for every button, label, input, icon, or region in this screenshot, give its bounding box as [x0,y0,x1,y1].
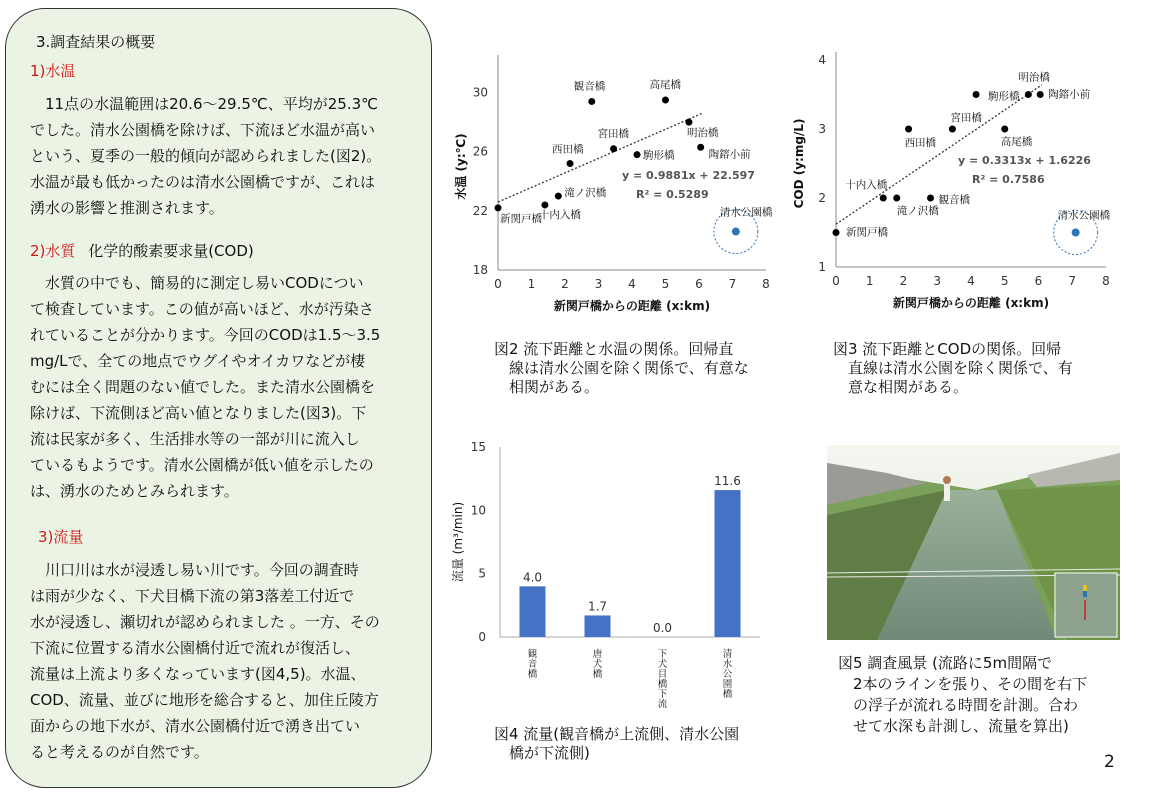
point-label: 滝ノ沢橋 [564,187,607,200]
water-quality-line: は、湧水のためとみられます。 [30,482,239,500]
caption-line: 橋が下流側) [509,744,590,762]
flow-line: 面からの地下水が、清水公園橋付近で湧き出てい [30,717,361,735]
category-label-char: 公 [722,669,733,680]
y-tick-label: 2 [818,191,826,205]
data-point [893,195,900,202]
x-tick-label: 2 [899,274,908,288]
flow-title: 3)流量 [38,528,84,546]
flow-line: ると考えるのが自然です。 [30,743,209,761]
point-label: 明治橋 [1018,71,1050,84]
y-axis-title: COD (y:mg/L) [792,118,806,209]
water-quality-line: 除けば、下流側ほど高い値となりました(図3)。下 [30,404,367,422]
category-label-char: 下 [657,689,668,700]
y-tick-label: 15 [470,440,486,454]
data-point [685,119,692,126]
water-temp-chart [430,48,790,333]
caption-line: 図2 流下距離と水温の関係。回帰直 [494,340,734,358]
bar [585,615,611,637]
point-label: 滝ノ沢橋 [896,205,939,217]
data-point [1072,229,1080,237]
data-point [662,96,669,103]
y-tick-label: 18 [472,263,488,277]
x-tick-label: 8 [1102,274,1110,288]
y-tick-label: 1 [818,260,826,274]
data-point [495,204,502,211]
category-label-char: 音 [527,659,538,670]
category-label-char: 犬 [592,659,603,670]
y-tick-label: 5 [478,566,486,581]
y-tick-label: 0 [478,630,486,644]
category-label-char: 下 [657,649,668,660]
water-quality-line: 水質の中でも、簡易的に測定し易いCODについ [30,274,364,292]
point-label: 新関戸橋 [846,226,888,239]
flow-chart [440,435,770,715]
point-label: 宮田橋 [950,112,982,124]
caption-line: 線は清水公園を除く関係で、有意な [509,359,749,377]
y-tick-label: 26 [472,144,488,159]
caption-line: 図3 流下距離とCODの関係。回帰 [833,340,1062,358]
water-quality-title [30,240,254,261]
point-label: 観音橋 [938,194,970,206]
category-label-char: 唐 [592,649,603,660]
caption-line: 直線は清水公園を除く関係で、有 [848,359,1073,377]
y-tick-label: 3 [818,122,826,136]
data-point [588,98,595,105]
x-tick-label: 7 [1068,274,1077,288]
water-temp-title: 1)水温 [30,62,76,80]
point-label: 西田橋 [904,137,937,149]
water-quality-label: 2)水質 [30,242,76,260]
bar-value-label: 11.6 [714,474,741,489]
bar [520,586,546,637]
x-tick-label: 5 [1000,274,1009,288]
category-label-char: 橋 [527,669,538,680]
x-tick-label: 4 [628,277,636,291]
water-temp-line: という、夏季の一般的傾向が認められました(図2)。 [30,147,382,165]
flow-text [30,557,422,765]
data-point [1025,91,1032,98]
x-tick-label: 0 [832,274,840,288]
x-tick-label: 1 [527,277,536,291]
flow-line: 水が浸透し、瀬切れが認められました 。一方、その [30,613,380,631]
x-tick-label: 5 [661,277,670,291]
fig4-caption [494,725,739,763]
water-temp-line: 水温が最も低かったのは清水公園橋ですが、これは [30,173,376,191]
category-label-char: 観 [527,649,538,660]
data-point [697,144,704,151]
data-point [1037,91,1044,98]
point-label: 十内入橋 [538,208,581,221]
water-temp-line: 湧水の影響と推測されます。 [30,199,224,217]
caption-line: の浮子が流れる時間を計測。合わ [853,696,1079,714]
y-tick-label: 10 [470,503,486,518]
point-label: 十内入橋 [845,179,888,191]
x-tick-label: 0 [494,277,502,291]
category-label-char: 橋 [657,679,668,690]
data-point [833,229,840,236]
data-point [905,126,912,133]
flow-line: 流量は上流より多くなっています(図4,5)。水温、 [30,665,366,683]
y-axis-title: 水温 (y:℃) [454,133,468,200]
data-point [949,126,956,133]
data-point [541,201,548,208]
point-label: 清水公園橋 [719,206,773,219]
water-quality-line: れていることが分かります。今回のCODは1.5～3.5 [30,326,381,344]
equation-label: y = 0.9881x + 22.597 [622,169,755,182]
caption-line: 図5 調査風景 (流路に5m間隔で [838,654,1053,672]
point-label: 高尾橋 [649,78,681,91]
category-label-char: 目 [657,669,668,680]
flow-line: 川口川は水が浸透し易い川です。今回の調査時 [30,561,359,579]
caption-line: 図4 流量(観音橋が上流側、清水公園 [494,725,740,743]
point-label: 駒形橋 [643,149,675,162]
water-quality-line: 流は民家が多く、生活排水等の一部が川に流入し [30,430,360,448]
point-label: 西田橋 [552,143,584,156]
water-temp-line: 11点の水温範囲は20.6～29.5℃、平均が25.3℃ [30,95,378,113]
caption-line: 意な相関がある。 [848,378,969,396]
x-tick-label: 4 [967,274,975,288]
x-tick-label: 2 [561,277,569,291]
water-quality-line: ているもようです。清水公園橋が低い値を示したの [30,456,374,474]
cod-chart [780,48,1152,333]
point-label: 新関戸橋 [500,212,542,225]
y-tick-label: 4 [818,53,826,67]
point-label: 宮田橋 [597,127,630,140]
caption-line: 2本のラインを張り、その間を右下 [853,675,1088,693]
bar [715,490,741,637]
x-tick-label: 3 [933,274,942,288]
x-axis-title: 新関戸橋からの距離 (x:km) [553,299,711,313]
water-quality-line: むには全く問題のない値でした。また清水公園橋を [30,378,376,396]
caption-line: せて水深も計測し、流量を算出) [853,717,1069,735]
point-label: 明治橋 [686,127,719,140]
data-point [927,195,934,202]
data-point [634,151,641,158]
data-point [1001,126,1008,133]
data-point [973,91,980,98]
section-heading: 3.調査結果の概要 [36,33,156,51]
fig5-caption [838,653,1087,737]
water-quality-sub: 化学的酸素要求量(COD) [88,242,254,260]
fig3-caption [833,340,1073,397]
point-label: 陶鎔小前 [708,148,751,161]
equation-label: y = 0.3313x + 1.6226 [958,154,1091,167]
point-label: 高尾橋 [1000,136,1033,148]
water-quality-text [30,270,422,504]
data-point [732,228,740,236]
x-tick-label: 6 [1034,274,1043,288]
point-label: 清水公園橋 [1057,209,1111,222]
category-label-char: 水 [722,659,733,670]
water-temp-line: でした。清水公園橋を除けば、下流ほど水温が高い [30,121,376,139]
water-quality-line: mg/Lで、全ての地点でウグイやオイカワなどが棲 [30,352,366,370]
category-label-char: 清 [722,649,733,660]
flow-line: 下流に位置する清水公園橋付近で流れが復活し、 [30,639,361,657]
data-point [567,160,574,167]
water-quality-line: て検査しています。この値が高いほど、水が汚染さ [30,300,374,318]
x-tick-label: 3 [594,277,603,291]
category-label-char: 橋 [592,669,603,680]
x-tick-label: 8 [762,277,770,291]
bar-value-label: 1.7 [587,599,608,614]
x-tick-label: 7 [728,277,737,291]
y-tick-label: 30 [472,85,488,100]
x-axis-title: 新関戸橋からの距離 (x:km) [892,296,1050,310]
caption-line: 相関がある。 [509,378,600,396]
r2-label: R² = 0.5289 [636,188,709,201]
bar-value-label: 0.0 [652,621,673,635]
point-label: 陶鎔小前 [1048,88,1091,101]
y-tick-label: 22 [472,203,488,218]
data-point [610,145,617,152]
category-label-char: 流 [657,699,668,710]
r2-label: R² = 0.7586 [972,173,1045,186]
data-point [555,193,562,200]
page-number: 2 [1104,752,1115,772]
point-label: 観音橋 [573,80,606,93]
category-label-char: 橋 [722,689,733,700]
water-temp-text [30,91,422,221]
category-label-char: 犬 [657,659,668,670]
x-tick-label: 1 [865,274,874,288]
flow-line: は雨が少なく、下犬目橋下流の第3落差工付近で [30,587,355,605]
y-axis-title: 流量 (m³/min) [451,501,465,583]
category-label-char: 園 [722,679,733,690]
bar-value-label: 4.0 [522,570,543,585]
survey-photo [827,445,1120,640]
fig2-caption [494,340,749,397]
x-tick-label: 6 [695,277,703,291]
flow-line: COD、流量、並びに地形を総合すると、加住丘陵方 [30,691,379,709]
point-label: 駒形橋 [988,90,1020,103]
data-point [880,195,887,202]
